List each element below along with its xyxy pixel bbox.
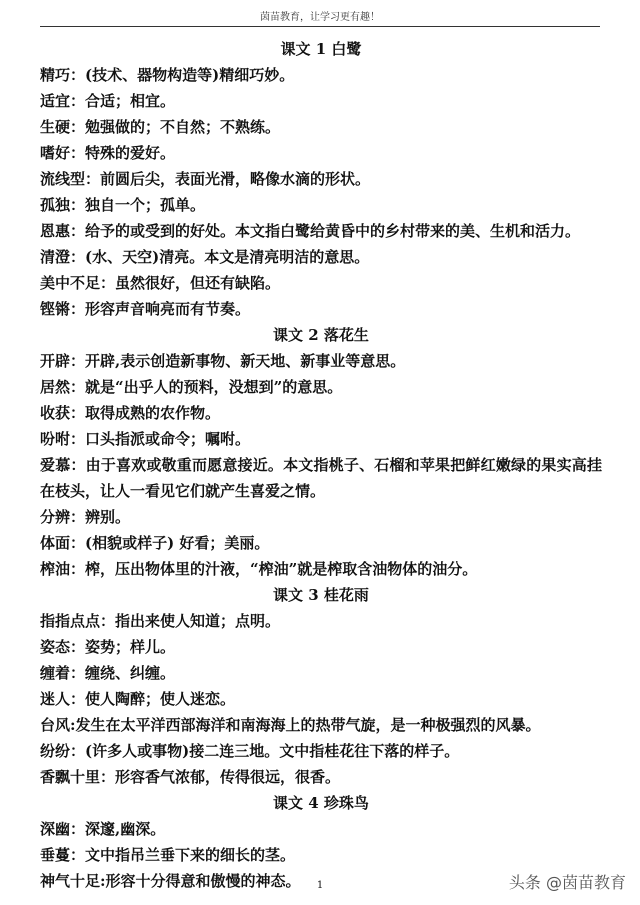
- vocab-entry: 嗜好：特殊的爱好。: [40, 144, 176, 162]
- vocab-entry: 爱慕：由于喜欢或敬重而愿意接近。本文指桃子、石榴和苹果把鲜红嫩绿的果实高挂在枝头，让人一看见它们就产生喜爱之情。: [40, 456, 602, 500]
- vocab-entry: 深幽：深邃,幽深。: [40, 820, 166, 838]
- document-body: [40, 36, 602, 894]
- vocab-entry: 神气十足:形容十分得意和傲慢的神态。: [40, 872, 301, 890]
- section-lesson-1: [40, 36, 602, 322]
- section-lesson-3: [40, 582, 602, 790]
- vocab-entry: 纷纷：(许多人或事物)接二连三地。文中指桂花往下落的样子。: [40, 742, 460, 760]
- vocab-entry: 美中不足：虽然很好，但还有缺陷。: [40, 274, 281, 292]
- vocab-entry: 居然：就是“出乎人的预料，没想到”的意思。: [40, 378, 343, 396]
- vocab-entry: 台风:发生在太平洋西部海洋和南海海上的热带气旋，是一种极强烈的风暴。: [40, 716, 541, 734]
- vocab-entry: 姿态：姿势；样儿。: [40, 638, 176, 656]
- vocab-entry: 生硬：勉强做的；不自然；不熟练。: [40, 118, 281, 136]
- vocab-entry: 精巧：(技术、器物构造等)精细巧妙。: [40, 66, 295, 84]
- section-title: 课文 4 珍珠鸟: [273, 794, 369, 812]
- section-title: 课文 3 桂花雨: [273, 586, 369, 604]
- vocab-entry: 吩咐：口头指派或命令；嘱咐。: [40, 430, 251, 448]
- section-title: 课文 1 白鹭: [280, 40, 362, 58]
- vocab-entry: 榨油：榨，压出物体里的汁液，“榨油”就是榨取含油物体的油分。: [40, 560, 478, 578]
- vocab-entry: 孤独：独自一个；孤单。: [40, 196, 206, 214]
- watermark: 头条 @茵苗教育: [508, 873, 626, 892]
- vocab-entry: 清澄：(水、天空)清亮。本文是清亮明洁的意思。: [40, 248, 370, 266]
- vocab-entry: 流线型：前圆后尖，表面光滑，略像水滴的形状。: [40, 170, 371, 188]
- vocab-entry: 恩惠：给予的或受到的好处。本文指白鹭给黄昏中的乡村带来的美、生机和活力。: [40, 222, 581, 240]
- vocab-entry: 收获：取得成熟的农作物。: [40, 404, 221, 422]
- vocab-entry: 迷人：使人陶醉；使人迷恋。: [40, 690, 236, 708]
- vocab-entry: 适宜：合适；相宜。: [40, 92, 176, 110]
- vocab-entry: 指指点点：指出来使人知道；点明。: [40, 612, 281, 630]
- page-header: 茵苗教育，让学习更有趣！: [260, 12, 380, 23]
- vocab-entry: 香飘十里：形容香气浓郁，传得很远，很香。: [40, 768, 341, 786]
- vocab-entry: 缠着：缠绕、纠缠。: [40, 664, 176, 682]
- vocab-entry: 开辟：开辟,表示创造新事物、新天地、新事业等意思。: [40, 352, 406, 370]
- vocab-entry: 铿锵：形容声音响亮而有节奏。: [40, 300, 251, 318]
- vocab-entry: 垂蔓：文中指吊兰垂下来的细长的茎。: [40, 846, 296, 864]
- page-number: 1: [316, 880, 324, 891]
- section-title: 课文 2 落花生: [273, 326, 369, 344]
- vocab-entry: 分辨：辨别。: [40, 508, 131, 526]
- header-divider: [40, 26, 600, 27]
- section-lesson-2: [40, 322, 602, 582]
- vocab-entry: 体面：(相貌或样子) 好看；美丽。: [40, 534, 270, 552]
